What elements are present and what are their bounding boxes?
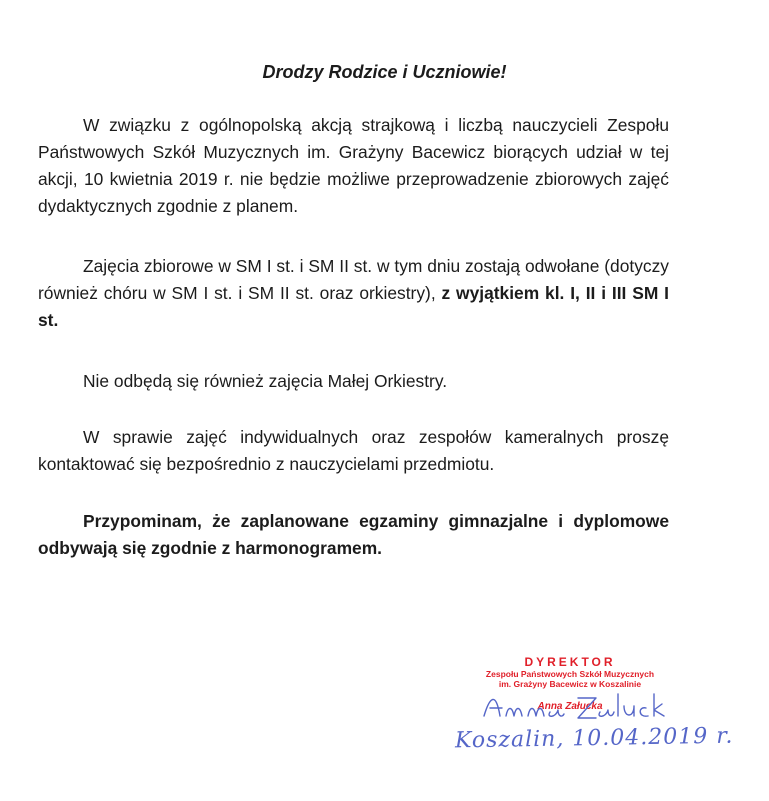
document-title: Drodzy Rodzice i Uczniowie! bbox=[262, 62, 507, 82]
stamp-director-name: Anna Załucka bbox=[537, 701, 603, 712]
paragraph-strike-info: W związku z ogólnopolską akcją strajkową i liczbą nauczycieli Zespołu Państwowych Szkół Muzycznych im. Grażyny Bacewicz biorących udział w tej akcji, 10 kwietnia 2019 r. nie będzie możliwe przeprowadzenie zbiorowych zajęć dydaktycznych zgodnie z planem. bbox=[38, 115, 669, 216]
stamp-title: DYREKTOR bbox=[524, 655, 616, 669]
paragraph-group-classes-exception: z wyjątkiem kl. I, II i III SM I st. bbox=[38, 283, 669, 330]
paragraph-group-classes-text: Zajęcia zbiorowe w SM I st. i SM II st. w tym dniu zostają odwołane (dotyczy również chóru w SM I st. i SM II st. oraz orkiestry), bbox=[38, 256, 669, 303]
paragraph-orchestra: Nie odbędą się również zajęcia Małej Orkiestry. bbox=[83, 371, 448, 391]
handwritten-signature bbox=[478, 688, 668, 724]
handwritten-place-date: Koszalin, 10.04.2019 r. bbox=[454, 723, 734, 754]
stamp-school-line: Zespołu Państwowych Szkół Muzycznych bbox=[485, 669, 655, 679]
stamp-patron-line: im. Grażyny Bacewicz w Koszalinie bbox=[498, 679, 642, 689]
paragraph-exams-reminder: Przypominam, że zaplanowane egzaminy gimnazjalne i dyplomowe odbywają się zgodnie z harmonogramem. bbox=[38, 511, 669, 558]
paragraph-group-classes bbox=[38, 253, 669, 334]
paragraph-individual-classes: W sprawie zajęć indywidualnych oraz zespołów kameralnych proszę kontaktować się bezpośrednio z nauczycielami przedmiotu. bbox=[38, 427, 669, 474]
